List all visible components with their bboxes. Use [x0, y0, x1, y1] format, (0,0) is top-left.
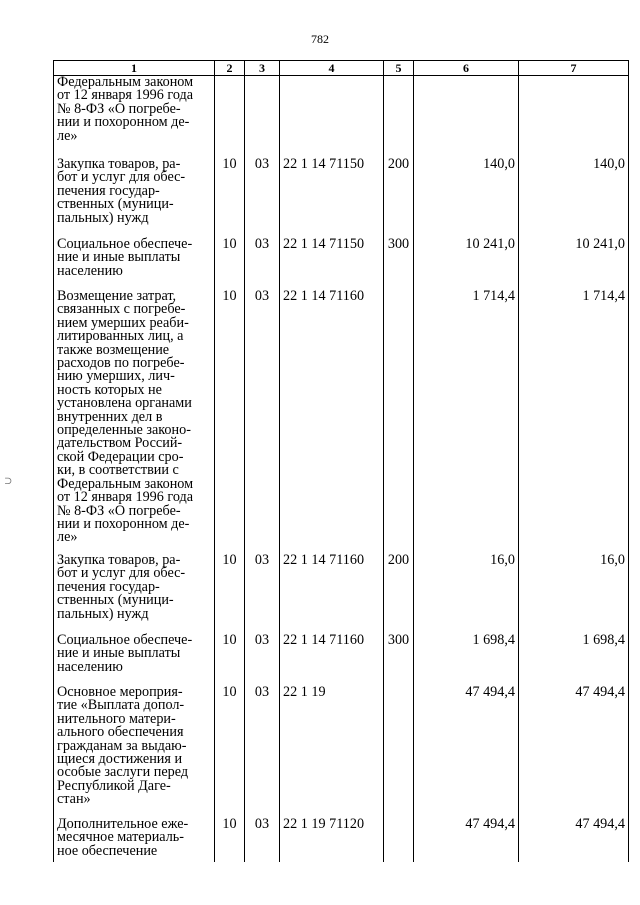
expense-type-code: [384, 290, 414, 554]
target-article-code: 22 1 14 71160: [280, 290, 384, 554]
expense-type-code: 300: [384, 634, 414, 686]
expense-type-code: [384, 818, 414, 862]
amount-col-6: 47 494,4: [414, 686, 519, 818]
section-code: [215, 76, 245, 159]
subsection-code: 03: [245, 686, 280, 818]
row-name: [54, 686, 215, 818]
page-number: 782: [311, 32, 329, 46]
row-name: [54, 818, 215, 862]
amount-col-7: 1 714,4: [519, 290, 629, 554]
section-code: 10: [215, 686, 245, 818]
amount-col-6: 1 714,4: [414, 290, 519, 554]
header-col-7: 7: [519, 61, 629, 76]
subsection-code: 03: [245, 554, 280, 634]
amount-col-7: [519, 76, 629, 159]
target-article-code: 22 1 14 71150: [280, 238, 384, 290]
section-code: 10: [215, 554, 245, 634]
subsection-code: 03: [245, 634, 280, 686]
header-col-5: 5: [384, 61, 414, 76]
section-code: 10: [215, 238, 245, 290]
row-name: [54, 76, 215, 159]
row-name: [54, 554, 215, 634]
expense-type-code: 200: [384, 158, 414, 238]
table-row: [54, 818, 629, 862]
amount-col-6: 1 698,4: [414, 634, 519, 686]
target-article-code: 22 1 19 71120: [280, 818, 384, 862]
target-article-code: [280, 76, 384, 159]
subsection-code: 03: [245, 158, 280, 238]
subsection-code: 03: [245, 238, 280, 290]
row-name-text: Федеральным законом от 12 января 1996 года № 8-ФЗ «О погребе- нии и похоронном де- ле»: [57, 74, 194, 144]
header-col-1: 1: [54, 61, 215, 76]
table-row: [54, 238, 629, 290]
amount-col-7: 140,0: [519, 158, 629, 238]
amount-col-6: 140,0: [414, 158, 519, 238]
table-row: [54, 290, 629, 554]
amount-col-6: 47 494,4: [414, 818, 519, 862]
amount-col-7: 47 494,4: [519, 686, 629, 818]
row-name: [54, 290, 215, 554]
row-name-text: Закупка товаров, ра- бот и услуг для обес- печения государ- ственных (муници- пальных) нужд: [57, 552, 186, 622]
target-article-code: 22 1 19: [280, 686, 384, 818]
row-name-text: Возмещение затрат, связанных с погребе- нием умерших реаби- литированных лиц, а также возмещение расходов по погребе- нию умерших, лич- ность которых не установлена органами внутренних дел в определенные законо- дательством Россий- ской Федерации сро- ки, в соответствии с Федеральным законом от 12 января 1996 года № 8-ФЗ «О погребе- нии и похоронном де- ле»: [57, 288, 194, 546]
section-code: 10: [215, 634, 245, 686]
amount-col-7: 47 494,4: [519, 818, 629, 862]
table-row: [54, 554, 629, 634]
row-name-text: Социальное обеспече- ние и иные выплаты населению: [57, 236, 193, 279]
target-article-code: 22 1 14 71150: [280, 158, 384, 238]
expense-type-code: [384, 686, 414, 818]
expense-type-code: 200: [384, 554, 414, 634]
header-col-4: 4: [280, 61, 384, 76]
target-article-code: 22 1 14 71160: [280, 554, 384, 634]
margin-mark: ⊃: [4, 476, 13, 487]
row-name-text: Социальное обеспече- ние и иные выплаты населению: [57, 632, 193, 675]
header-col-3: 3: [245, 61, 280, 76]
row-name: [54, 158, 215, 238]
expense-type-code: 300: [384, 238, 414, 290]
subsection-code: 03: [245, 290, 280, 554]
table-row: [54, 76, 629, 159]
header-col-2: 2: [215, 61, 245, 76]
amount-col-6: 16,0: [414, 554, 519, 634]
row-name: [54, 634, 215, 686]
section-code: 10: [215, 290, 245, 554]
expense-type-code: [384, 76, 414, 159]
target-article-code: 22 1 14 71160: [280, 634, 384, 686]
amount-col-6: [414, 76, 519, 159]
row-name: [54, 238, 215, 290]
row-name-text: Основное мероприя- тие «Выплата допол- нительного матери- ального обеспечения гражданам за выдаю- щиеся достижения и особые заслуги перед Республикой Даге- стан»: [57, 684, 189, 808]
subsection-code: [245, 76, 280, 159]
table-row: [54, 686, 629, 818]
section-code: 10: [215, 158, 245, 238]
header-col-6: 6: [414, 61, 519, 76]
amount-col-7: 1 698,4: [519, 634, 629, 686]
table-row: [54, 634, 629, 686]
row-name-text: Закупка товаров, ра- бот и услуг для обес- печения государ- ственных (муници- пальных) нужд: [57, 156, 186, 226]
table-row: [54, 158, 629, 238]
section-code: 10: [215, 818, 245, 862]
budget-table: [53, 60, 629, 862]
row-name-text: Дополнительное еже- месячное материаль- ное обеспечение: [57, 816, 189, 859]
amount-col-6: 10 241,0: [414, 238, 519, 290]
amount-col-7: 16,0: [519, 554, 629, 634]
subsection-code: 03: [245, 818, 280, 862]
amount-col-7: 10 241,0: [519, 238, 629, 290]
